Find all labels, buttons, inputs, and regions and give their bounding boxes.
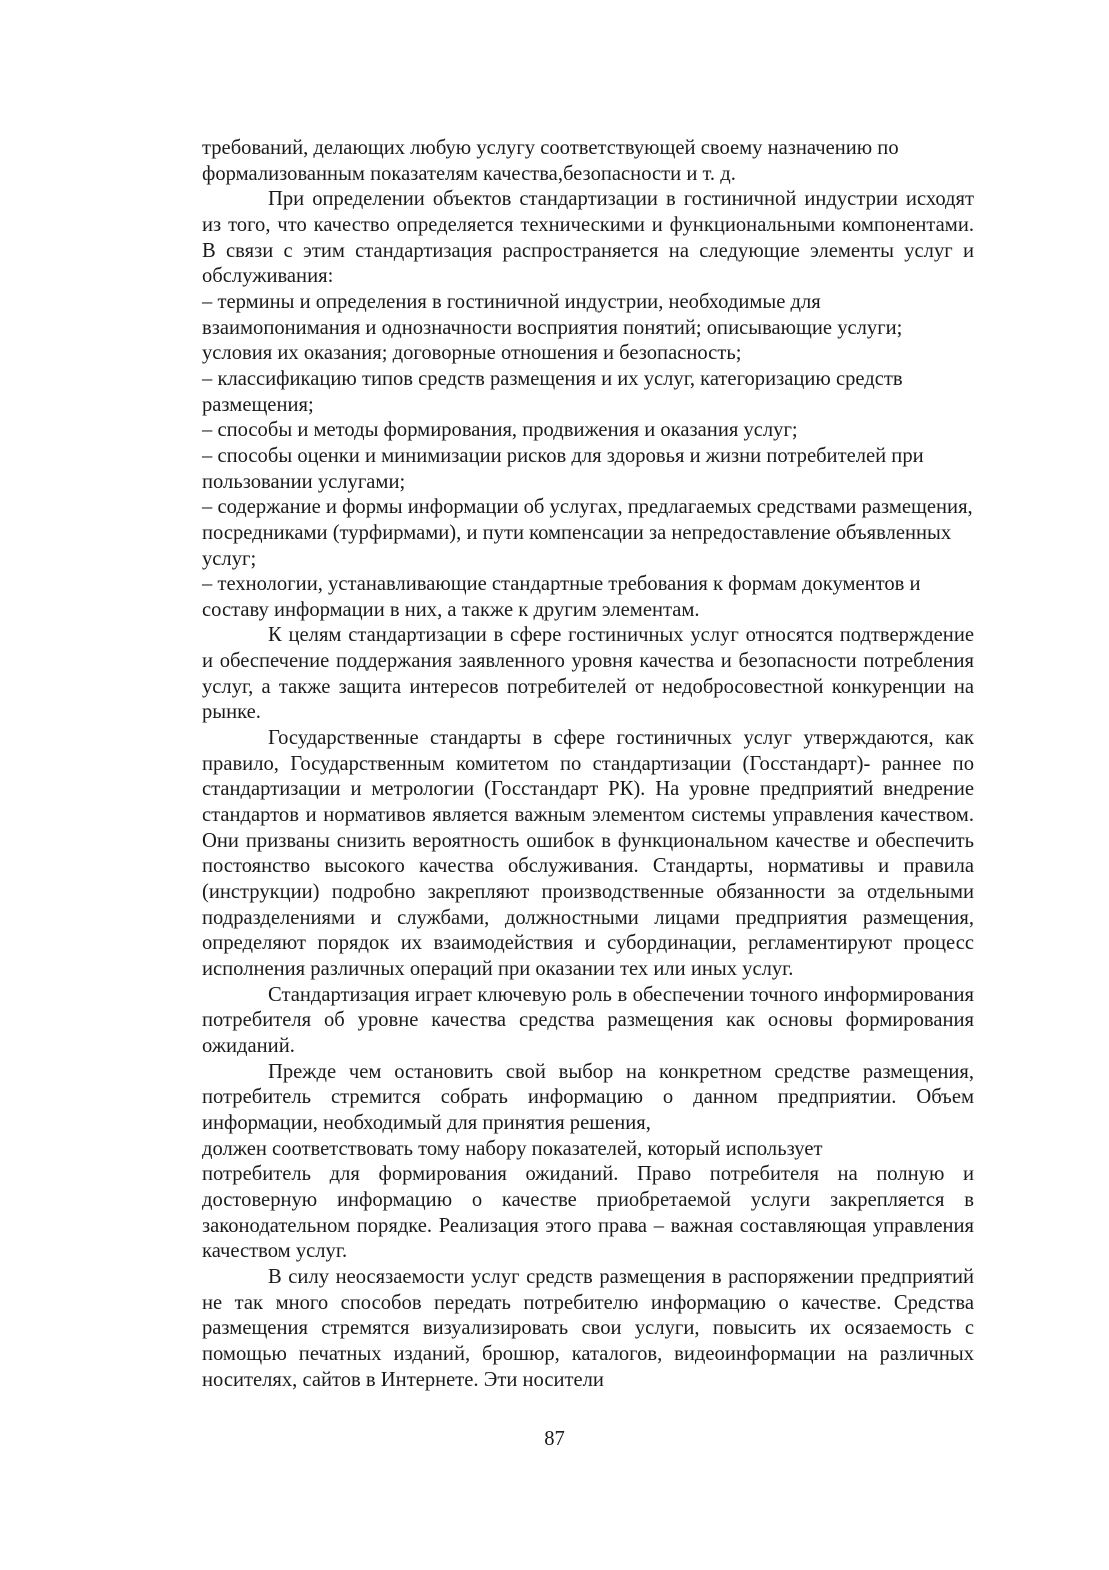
paragraph: При определении объектов стандартизации в гостиничной индустрии исходят из того, что качество определяется техническими и функциональными компонентами. В связи с этим стандартизация распространяется на следующие элементы услуг и обслуживания: — [202, 188, 974, 288]
body-text — [202, 136, 974, 1393]
paragraph: требований, делающих любую услугу соответствующей своему назначению по формализованным показателям качества,безопасности и т. д. — [202, 137, 899, 185]
list-item: – термины и определения в гостиничной индустрии, необходимые для взаимопонимания и однозначности восприятия понятий; описывающие услуги; условия их оказания; договорные отношения и безопасность; — [202, 290, 903, 365]
list-item: – способы оценки и минимизации рисков для здоровья и жизни потребителей при пользовании услугами; — [202, 444, 924, 493]
paragraph: Прежде чем остановить свой выбор на конкретном средстве размещения, потребитель стремится собрать информацию о данном предприятии. Объем информации, необходимый для принятия решения, — [202, 1060, 974, 1134]
paragraph: Стандартизация играет ключевую роль в обеспечении точного информирования потребителя об уровне качества средства размещения как основы формирования ожиданий. — [202, 983, 974, 1057]
list-item: – содержание и формы информации об услугах, предлагаемых средствами размещения, посредниками (турфирмами), и пути компенсации за непредоставление объявленных услуг; — [202, 496, 973, 570]
paragraph: К целям стандартизации в сфере гостиничных услуг относятся подтверждение и обеспечение поддержания заявленного уровня качества и безопасности потребления услуг, а также защита интересов потребителей от недобросовестной конкуренции на рынке. — [202, 624, 974, 724]
paragraph: потребитель для формирования ожиданий. Право потребителя на полную и достоверную информацию о качестве приобретаемой услуги закрепляется в законодательном порядке. Реализация этого права – важная составляющая управления качеством услуг. — [202, 1163, 974, 1263]
paragraph-line: должен соответствовать тому набору показателей, который использует — [202, 1137, 823, 1160]
page-number: 87 — [544, 1428, 565, 1450]
list-item: – способы и методы формирования, продвижения и оказания услуг; — [202, 419, 798, 442]
list-item: – классификацию типов средств размещения и их услуг, категоризацию средств размещения; — [202, 367, 903, 416]
list-item: – технологии, устанавливающие стандартные требования к формам документов и составу информации в них, а также к другим элементам. — [202, 573, 921, 621]
paragraph: В силу неосязаемости услуг средств размещения в распоряжении предприятий не так много способов передать потребителю информацию о качестве. Средства размещения стремятся визуализировать свои услуги, повысить их осязаемость с помощью печатных изданий, брошюр, каталогов, видеоинформации на различных носителях, сайтов в Интернете. Эти носители — [202, 1265, 974, 1391]
paragraph: Государственные стандарты в сфере гостиничных услуг утверждаются, как правило, Государственным комитетом по стандартизации (Госстандарт)- раннее по стандартизации и метрологии (Госстандарт РК). На уровне предприятий внедрение стандартов и нормативов является важным элементом системы управления качеством. Они призваны снизить вероятность ошибок в функциональном качестве и обеспечить постоянство высокого качества обслуживания. Стандарты, нормативы и правила (инструкции) подробно закрепляют производственные обязанности за отдельными подразделениями и службами, должностными лицами предприятия размещения, определяют порядок их взаимодействия и субординации, регламентируют процесс исполнения различных операций при оказании тех или иных услуг. — [202, 727, 974, 980]
